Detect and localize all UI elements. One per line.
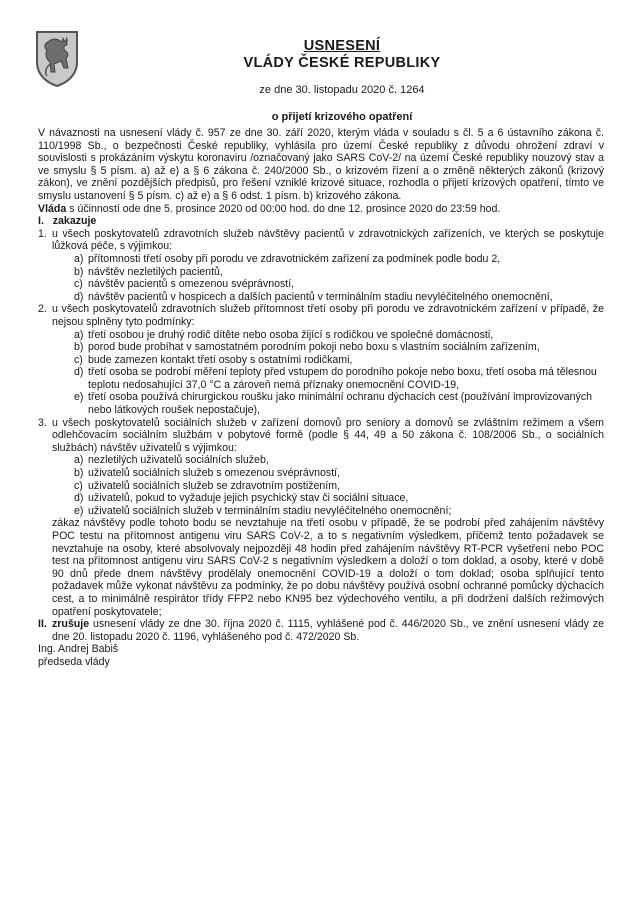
sub-letter: d)	[74, 366, 84, 379]
sub-item	[74, 291, 604, 304]
sub-item	[74, 341, 604, 354]
effective-period	[38, 203, 604, 216]
sub-letter: c)	[74, 479, 83, 492]
sub-item	[74, 480, 604, 493]
sub-text: uživatelů sociálních služeb v terminálním stadiu nevyléčitelného onemocnění;	[88, 504, 452, 517]
effective-period-text: s účinností ode dne 5. prosince 2020 od 00:00 hod. do dne 12. prosince 2020 do 23:59 hod.	[66, 202, 501, 215]
section-2-numeral: II.	[38, 618, 47, 631]
sub-text: nezletilých uživatelů sociálních služeb,	[88, 454, 269, 467]
sub-text: návštěv pacientů s omezenou svéprávností,	[88, 278, 295, 291]
sub-text: třetí osoba se podrobí měření teploty před vstupem do porodního pokoje nebo boxu, třetí osoba má tělesnou teplotu nedosahující 37,0 °C a zároveň nemá příznaky onemocnění COVID-19,	[88, 366, 597, 391]
section-1-list	[38, 228, 604, 618]
sub-text: třetí osoba používá chirurgickou roušku jako minimální ochranu dýchacích cest (používání improvizovaných nebo látkových roušek nepostačuje),	[88, 391, 593, 417]
sub-item	[74, 329, 604, 342]
vlada-label: Vláda	[38, 202, 67, 215]
sub-text: uživatelů sociálních služeb s omezenou svéprávností,	[88, 467, 341, 480]
item-text: u všech poskytovatelů zdravotních služeb přítomnost třetí osoby při porodu ve zdravotnickém zařízení v případě, že nejsou splněny tyto podmínky:	[52, 303, 604, 328]
list-item-2	[38, 303, 604, 416]
document-title: USNESENÍ	[303, 38, 381, 54]
document-subtitle: VLÁDY ČESKÉ REPUBLIKY	[243, 55, 441, 71]
item-text: u všech poskytovatelů zdravotních služeb návštěvy pacientů v zdravotnických zařízeních, ve kterých se poskytuje lůžková péče, s výjimkou:	[52, 227, 604, 253]
sub-item	[74, 354, 604, 367]
sub-item	[74, 454, 604, 467]
sub-letter: a)	[74, 328, 84, 341]
sub-text: třetí osobou je druhý rodič dítěte nebo osoba žijící s rodičkou ve společné domácnosti,	[88, 328, 494, 341]
sub-text: uživatelů, pokud to vyžaduje jejich psychický stav či sociální situace,	[88, 492, 409, 505]
item-number: 3.	[38, 416, 47, 429]
section-1-heading	[38, 215, 604, 228]
sub-item	[74, 266, 604, 279]
item-number: 1.	[38, 227, 47, 240]
sub-text: bude zamezen kontakt třetí osoby s ostatními rodičkami,	[88, 353, 353, 366]
sub-letter: d)	[74, 290, 84, 303]
section-2-keyword: zrušuje	[52, 618, 90, 631]
list-item-3	[38, 417, 604, 619]
section-2	[38, 618, 604, 643]
sub-item	[74, 467, 604, 480]
sub-text: návštěv pacientů v hospicech a dalších pacientů v terminálním stadiu nevyléčitelného onemocnění,	[88, 290, 553, 303]
section-1-keyword: zakazuje	[52, 215, 97, 228]
sub-letter: c)	[74, 278, 83, 291]
sub-letter: b)	[74, 265, 84, 278]
sub-letter: b)	[74, 341, 84, 354]
sub-item	[74, 366, 604, 391]
sub-text: uživatelů sociálních služeb se zdravotním postižením,	[88, 479, 341, 492]
item-3-exception-text: zákaz návštěvy podle tohoto bodu se nevztahuje na třetí osobu v případě, že se podrobí před zahájením návštěvy POC testu na přítomnost antigenu viru SARS CoV-2, a to s negativním výsledkem, přičemž tento požadavek se nevztahuje na osoby, které absolvovaly nejpozději 48 hodin před zahájením návštěvy RT-PCR vyšetření nebo POC test na přítomnost antigenu viru SARS CoV-2 s negativním výsledkem a doloží o tom doklad, a osoby, které v době 90 dnů přede dnem návštěvy prodělaly onemocnění COVID-19 a doloží o tom doklad; osoba splňující tento požadavek může vykonat návštěvu za podmínky, že po dobu návštěvy používá osobní ochranné pomůcky dýchacích cest, a to minimálně respirátor třídy FFP2 nebo KN95 bez výdechového ventilu, a při dodržení dalších režimových opatření poskytovatele;	[52, 517, 604, 618]
sub-letter: b)	[74, 467, 84, 480]
sub-text: porod bude probíhat v samostatném porodním pokoji nebo boxu s vlastním sociálním zařízením,	[88, 341, 540, 354]
sub-letter: a)	[74, 454, 84, 467]
section-1-numeral: I.	[38, 215, 44, 228]
sub-list	[52, 253, 604, 303]
signatory-name: Ing. Andrej Babiš	[38, 643, 119, 656]
sub-letter: c)	[74, 353, 83, 366]
sub-letter: e)	[74, 504, 84, 517]
sub-item	[74, 492, 604, 505]
sub-item	[74, 391, 604, 416]
section-2-text: usnesení vlády ze dne 30. října 2020 č. 1115, vyhlášené pod č. 446/2020 Sb., ve znění usnesení vlády ze dne 20. listopadu 2020 č. 1196, vyhlášeného pod č. 472/2020 Sb.	[52, 618, 604, 643]
item-number: 2.	[38, 303, 47, 316]
sub-letter: a)	[74, 252, 84, 265]
sub-item	[74, 278, 604, 291]
sub-list	[52, 329, 604, 417]
sub-text: přítomnosti třetí osoby při porodu ve zdravotnickém zařízení za podmínek podle bodu 2,	[88, 252, 501, 265]
document-subject: o přijetí krizového opatření	[271, 111, 413, 123]
sub-text: návštěv nezletilých pacientů,	[88, 265, 223, 278]
document-body	[38, 127, 604, 669]
sub-letter: d)	[74, 492, 84, 505]
item-text: u všech poskytovatelů sociálních služeb v zařízení domovů pro seniory a domovů se zvláštním režimem a všem odlehčovacím sociálním službám v pobytové formě (podle § 44, 49 a 50 zákona č. 108/2006 Sb., o sociálních službách) návštěv uživatelů s výjimkou:	[52, 416, 604, 454]
signatory-role: předseda vlády	[38, 655, 110, 668]
sub-list	[52, 454, 604, 517]
signature-block	[38, 643, 604, 668]
sub-item	[74, 253, 604, 266]
list-item-1	[38, 228, 604, 304]
document-date: ze dne 30. listopadu 2020 č. 1264	[259, 84, 425, 96]
sub-item	[74, 505, 604, 518]
sub-letter: e)	[74, 391, 84, 404]
intro-paragraph: V návaznosti na usnesení vlády č. 957 ze dne 30. září 2020, kterým vláda v souladu s čl. 5 a 6 ústavního zákona č. 110/1998 Sb., o bezpečnosti České republiky, vyhlásila pro území České republiky z důvodu ohrožení zdraví v souvislosti s prokázáním výskytu koronaviru /označovaný jako SARS CoV-2/ na území České republiky nouzový stav a ve smyslu § 5 písm. a) až e) a § 6 zákona č. 240/2000 Sb., o krizovém řízení a o změně některých zákonů (krizový zákon), ve znění pozdějších předpisů, pro řešení vzniklé krizové situace, rozhodla o přijetí krizových opatření, tímto ve smyslu ustanovení § 5 písm. c) až e) a § 6 odst. 1 písm. b) krizového zákona.	[38, 127, 604, 202]
